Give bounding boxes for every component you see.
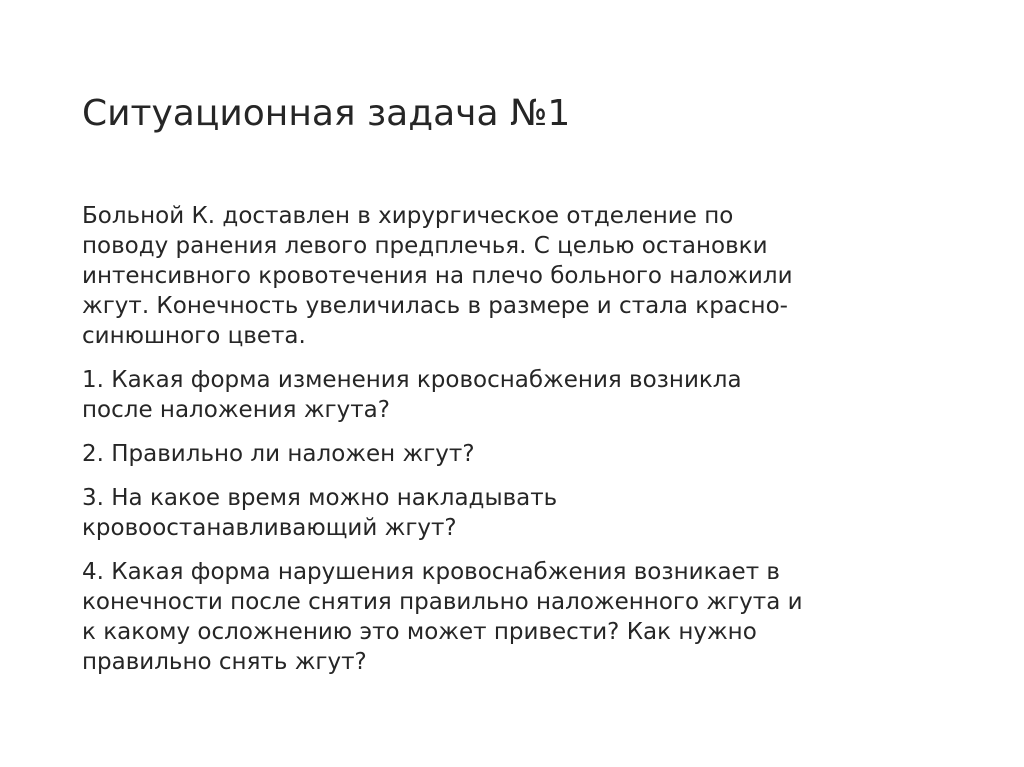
text-line: правильно снять жгут? — [82, 649, 367, 675]
question-1 — [82, 365, 962, 425]
slide-body — [82, 201, 962, 691]
text-line: 2. Правильно ли наложен жгут? — [82, 441, 475, 467]
text-line: 3. На какое время можно накладывать — [82, 485, 558, 511]
text-line: к какому осложнению это может привести? Как нужно — [82, 619, 757, 645]
text-line: поводу ранения левого предплечья. С целью остановки — [82, 233, 768, 259]
text-line: 4. Какая форма нарушения кровоснабжения возникает в — [82, 559, 780, 585]
question-4 — [82, 557, 962, 677]
text-line: 1. Какая форма изменения кровоснабжения возникла — [82, 367, 742, 393]
slide-title: Ситуационная задача №1 — [82, 93, 571, 134]
text-line: синюшного цвета. — [82, 323, 306, 349]
question-3 — [82, 483, 962, 543]
text-line: жгут. Конечность увеличилась в размере и стала красно- — [82, 293, 788, 319]
text-line: Больной К. доставлен в хирургическое отделение по — [82, 203, 734, 229]
text-line: интенсивного кровотечения на плечо больного наложили — [82, 263, 793, 289]
text-line: кровоостанавливающий жгут? — [82, 515, 457, 541]
case-description — [82, 201, 962, 351]
question-2 — [82, 439, 962, 469]
text-line: после наложения жгута? — [82, 397, 390, 423]
text-line: конечности после снятия правильно наложенного жгута и — [82, 589, 803, 615]
